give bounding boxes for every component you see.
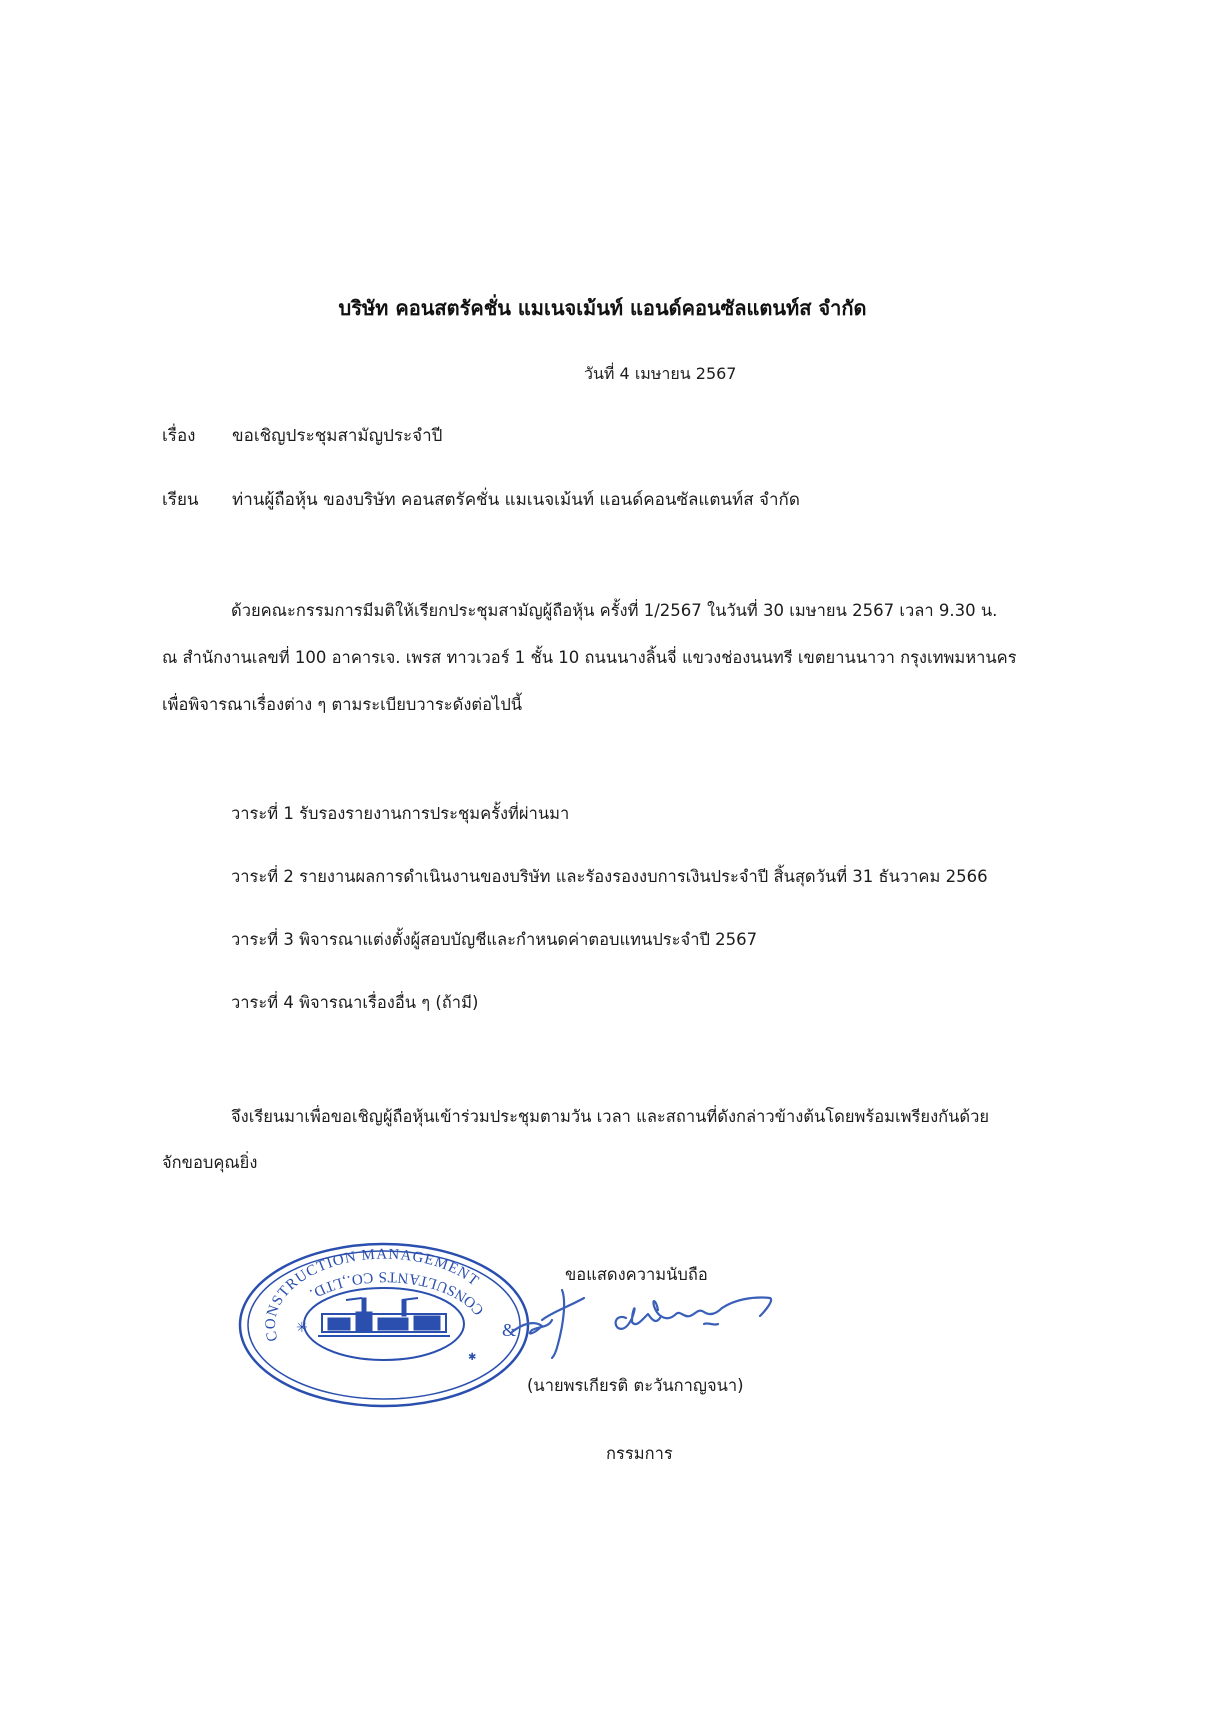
subject-text: ขอเชิญประชุมสามัญประจำปี [232, 426, 443, 446]
signatory-position: กรรมการ [606, 1444, 673, 1463]
subject-label: เรื่อง [162, 426, 196, 446]
body-line-2: ณ สำนักงานเลขที่ 100 อาคารเจ. เพรส ทาวเวอร์ 1 ชั้น 10 ถนนนางลิ้นจี่ แขวงช่องนนทรี เขตยานนาวา กรุงเทพมหานคร [162, 648, 1017, 667]
stamp-text-bottom: CONSULTANTS CO.,LTD. [305, 1268, 488, 1318]
letter-date: วันที่ 4 เมษายน 2567 [584, 364, 737, 383]
closing-line-2: จักขอบคุณยิ่ง [162, 1153, 258, 1172]
building-icon [318, 1298, 450, 1336]
agenda-item-3: วาระที่ 3 พิจารณาแต่งตั้งผู้สอบบัญชีและกำหนดค่าตอบแทนประจำปี 2567 [231, 930, 758, 949]
agenda-item-4: วาระที่ 4 พิจารณาเรื่องอื่น ๆ (ถ้ามี) [231, 993, 479, 1012]
company-title: บริษัท คอนสตรัคชั่น แมเนจเม้นท์ แอนด์คอนซัลแตนท์ส จำกัด [338, 296, 867, 320]
stamp-text-top: CONSTRUCTION MANAGEMENT [262, 1246, 483, 1343]
recipient-text: ท่านผู้ถือหุ้น ของบริษัท คอนสตรัคชั่น แมเนจเม้นท์ แอนด์คอนซัลแตนท์ส จำกัด [232, 490, 800, 510]
company-stamp [236, 1240, 532, 1410]
recipient-label: เรียน [162, 490, 199, 510]
star-icon: ✳ [296, 1320, 308, 1336]
regards-text: ขอแสดงความนับถือ [565, 1265, 708, 1284]
body-line-3: เพื่อพิจารณาเรื่องต่าง ๆ ตามระเบียบวาระดังต่อไปนี้ [162, 695, 523, 714]
star-icon-small: ✱ [468, 1352, 477, 1363]
closing-line-1: จึงเรียนมาเพื่อขอเชิญผู้ถือหุ้นเข้าร่วมประชุมตามวัน เวลา และสถานที่ดังกล่าวข้างต้นโดยพร้อมเพรียงกันด้วย [231, 1107, 990, 1126]
agenda-item-1: วาระที่ 1 รับรองรายงานการประชุมครั้งที่ผ่านมา [231, 804, 570, 823]
signatory-name: (นายพรเกียรติ ตะวันกาญจนา) [527, 1376, 744, 1395]
handwritten-signature [508, 1270, 826, 1360]
stamp-ampersand: & [502, 1320, 517, 1340]
agenda-item-2: วาระที่ 2 รายงานผลการดำเนินงานของบริษัท และรัองรองงบการเงินประจำปี สิ้นสุดวันที่ 31 ธันวาคม 2566 [231, 867, 988, 886]
body-line-1: ด้วยคณะกรรมการมีมติให้เรียกประชุมสามัญผู้ถือหุ้น ครั้งที่ 1/2567 ในวันที่ 30 เมษายน 2567 เวลา 9.30 น. [231, 601, 998, 620]
